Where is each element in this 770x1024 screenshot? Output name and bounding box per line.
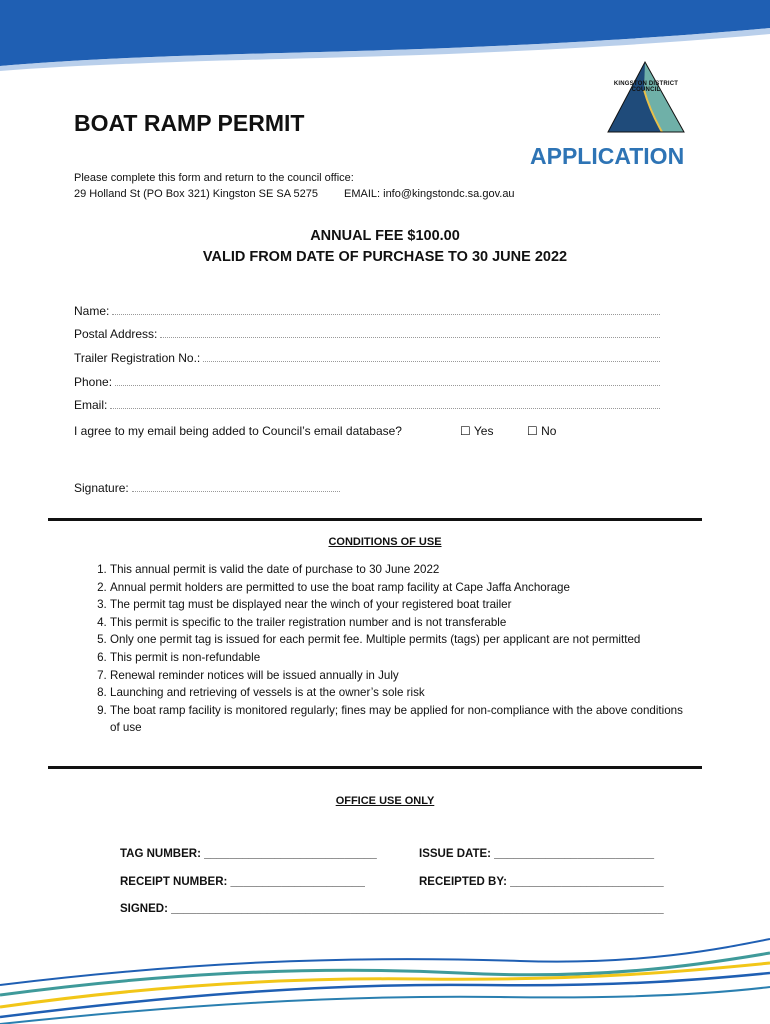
condition-item: 4. This permit is specific to the trailer registration number and is not transferable (110, 614, 690, 632)
email-line[interactable] (110, 408, 660, 409)
council-address: 29 Holland St (PO Box 321) Kingston SE SA 5275 (74, 188, 318, 200)
consent-no-checkbox[interactable]: ☐ No (527, 424, 557, 438)
postal-address-line[interactable] (160, 337, 660, 338)
condition-item: 7. Renewal reminder notices will be issued annually in July (110, 667, 690, 685)
trailer-registration-field[interactable] (74, 349, 660, 365)
conditions-heading: CONDITIONS OF USE (328, 536, 442, 548)
application-heading: APPLICATION (530, 143, 685, 169)
page-title: BOAT RAMP PERMIT (74, 110, 305, 136)
logo-text: KINGSTON DISTRICT COUNCIL (613, 81, 679, 93)
phone-line[interactable] (115, 385, 660, 386)
council-email: EMAIL: info@kingstondc.sa.gov.au (344, 188, 515, 200)
tag-number-field[interactable]: TAG NUMBER: ___________________________ (120, 848, 377, 860)
divider (48, 518, 702, 521)
consent-yes-checkbox[interactable]: ☐ Yes (460, 424, 494, 438)
trailer-registration-line[interactable] (203, 361, 660, 362)
postal-address-label: Postal Address: (74, 327, 158, 341)
annual-fee: ANNUAL FEE $100.00 (310, 228, 460, 244)
condition-item: 9. The boat ramp facility is monitored regularly; fines may be applied for non-compliance with the above conditions of use (110, 702, 690, 737)
divider (48, 766, 702, 769)
condition-item: 2. Annual permit holders are permitted to use the boat ramp facility at Cape Jaffa Anchorage (110, 579, 690, 597)
validity-period: VALID FROM DATE OF PURCHASE TO 30 JUNE 2022 (202, 249, 568, 265)
receipt-number-field[interactable]: RECEIPT NUMBER: _____________________ (120, 876, 365, 888)
postal-address-field[interactable] (74, 325, 660, 341)
condition-item: 3. The permit tag must be displayed near the winch of your registered boat trailer (110, 596, 690, 614)
email-field[interactable] (74, 396, 660, 412)
name-label: Name: (74, 304, 110, 318)
condition-item: 8. Launching and retrieving of vessels is at the owner’s sole risk (110, 684, 690, 702)
email-label: Email: (74, 398, 108, 412)
issue-date-field[interactable]: ISSUE DATE: _________________________ (419, 848, 655, 860)
phone-field[interactable] (74, 373, 660, 389)
condition-item: 1. This annual permit is valid the date of purchase to 30 June 2022 (110, 561, 690, 579)
council-logo-icon (604, 60, 686, 134)
office-use-heading: OFFICE USE ONLY (335, 795, 435, 807)
signature-line[interactable] (132, 491, 340, 492)
trailer-registration-label: Trailer Registration No.: (74, 351, 201, 365)
signature-label: Signature: (74, 481, 129, 495)
footer-wave (0, 935, 770, 1024)
name-field[interactable] (74, 302, 660, 318)
name-line[interactable] (112, 314, 660, 315)
instruction-text: Please complete this form and return to the council office: (74, 172, 354, 184)
email-consent-question: I agree to my email being added to Council’s email database? (74, 424, 402, 438)
receipted-by-field[interactable]: RECEIPTED BY: ________________________ (419, 876, 664, 888)
signature-field[interactable] (74, 479, 340, 495)
conditions-list (74, 561, 690, 737)
phone-label: Phone: (74, 375, 113, 389)
signed-field[interactable]: SIGNED: _____________________________________________________________________________ (120, 903, 664, 915)
condition-item: 5. Only one permit tag is issued for each permit fee. Multiple permits (tags) per applicant are not permitted (110, 631, 690, 649)
condition-item: 6. This permit is non-refundable (110, 649, 690, 667)
